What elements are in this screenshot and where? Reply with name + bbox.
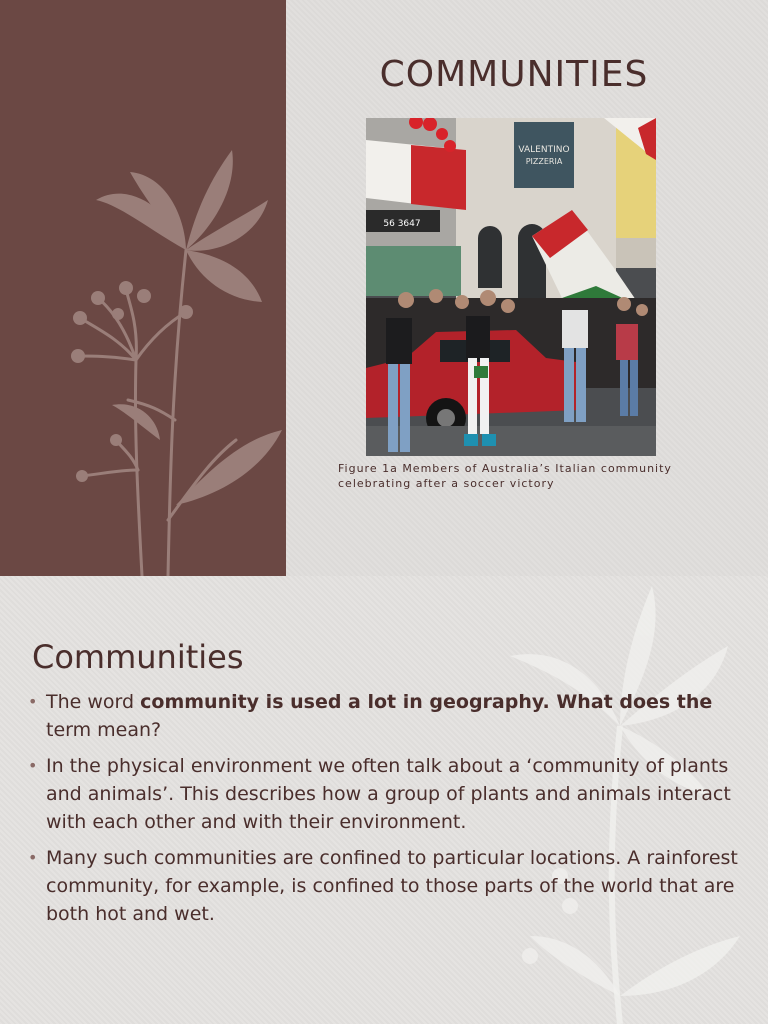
slide-title: COMMUNITIES: [379, 54, 649, 95]
bullet-icon: •: [28, 848, 38, 867]
caption-line-2: celebrating after a soccer victory: [338, 477, 555, 490]
bullet-icon: •: [28, 692, 38, 711]
caption-line-1: Figure 1a Members of Australia’s Italian community: [338, 462, 672, 475]
figure-caption: [338, 461, 698, 491]
svg-text:56 3647: 56 3647: [383, 219, 421, 229]
bullet-icon: •: [28, 756, 38, 775]
bullet-item: • In the physical environment we often talk about a ‘community of plants and animals’. This describes how a group of plants and animals interact with each other and with their environment.: [28, 752, 748, 836]
slide-2: [0, 576, 768, 1024]
celebration-photo: [366, 118, 656, 456]
bullet-item: • Many such communities are confined to particular locations. A rainforest community, for example, is confined to those parts of the world that are both hot and wet.: [28, 844, 748, 928]
bullet-list: [28, 688, 748, 936]
photo-image: [366, 118, 656, 456]
bullet-item: • The word community is used a lot in geography. What does the term mean?: [28, 688, 748, 744]
botanical-illustration-icon: [0, 0, 286, 576]
slide-2-title: Communities: [32, 638, 244, 676]
svg-text:PIZZERIA: PIZZERIA: [525, 157, 563, 166]
decorative-side-panel: [0, 0, 286, 576]
pizzeria-sign: VALENTINO: [518, 145, 570, 155]
